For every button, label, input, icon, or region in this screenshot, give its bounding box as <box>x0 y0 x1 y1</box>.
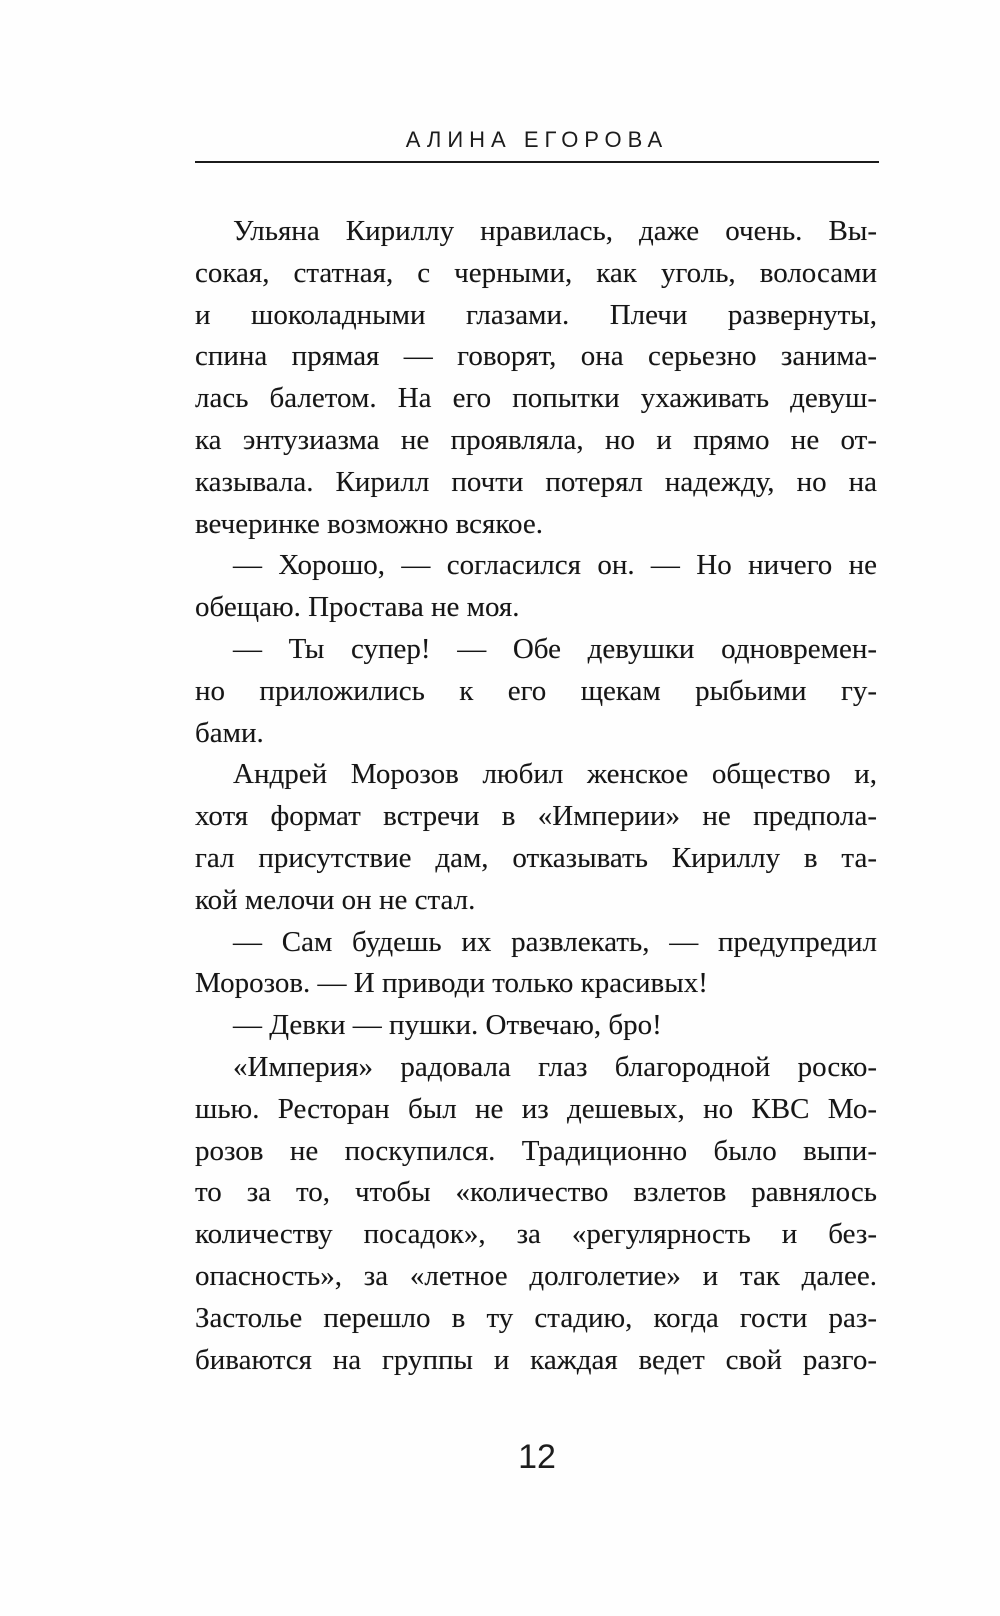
page-number: 12 <box>518 1438 556 1476</box>
text-line: — Хорошо, — согласился он. — Но ничего не <box>233 549 877 582</box>
text-line: и шоколадными глазами. Плечи развернуты, <box>195 298 877 331</box>
header-divider <box>195 161 879 163</box>
text-line: количеству посадок», за «регулярность и без- <box>195 1218 877 1251</box>
text-line: обещаю. Простава не моя. <box>195 591 520 624</box>
text-line: спина прямая — говорят, она серьезно занима- <box>195 340 877 373</box>
running-header-author: АЛИНА ЕГОРОВА <box>405 127 669 152</box>
text-line: опасность», за «летное долголетие» и так далее. <box>195 1259 877 1292</box>
text-line: сокая, статная, с черными, как уголь, волосами <box>195 256 877 289</box>
text-line: хотя формат встречи в «Империи» не предпола- <box>195 800 877 833</box>
paragraph <box>195 545 877 629</box>
text-line: биваются на группы и каждая ведет свой разго- <box>195 1343 877 1376</box>
text-line: «Империя» радовала глаз благородной роско- <box>233 1050 877 1083</box>
paragraph <box>195 1047 877 1381</box>
text-line: Морозов. — И приводи только красивых! <box>195 967 708 1000</box>
paragraph <box>195 629 877 754</box>
page-text <box>195 211 877 1381</box>
paragraph <box>195 754 877 921</box>
text-line: Застолье перешло в ту стадию, когда гости раз- <box>195 1301 877 1334</box>
text-line: то за то, чтобы «количество взлетов равнялось <box>195 1176 877 1209</box>
text-line: гал присутствие дам, отказывать Кириллу в та- <box>195 841 877 874</box>
paragraph <box>195 922 877 1006</box>
text-line: вечеринке возможно всякое. <box>195 507 543 540</box>
text-line: — Сам будешь их развлекать, — предупредил <box>233 925 877 958</box>
text-line: шью. Ресторан был не из дешевых, но КВС Мо- <box>195 1092 877 1125</box>
text-line: казывала. Кирилл почти потерял надежду, но на <box>195 465 877 498</box>
paragraph <box>195 211 877 545</box>
text-line: лась балетом. На его попытки ухаживать девуш- <box>195 382 877 415</box>
text-line: — Девки — пушки. Отвечаю, бро! <box>233 1009 662 1042</box>
text-line: Андрей Морозов любил женское общество и, <box>233 758 877 791</box>
text-line: но приложились к его щекам рыбьими гу- <box>195 674 877 707</box>
text-line: розов не поскупился. Традиционно было выпи- <box>195 1134 877 1167</box>
text-line: бами. <box>195 716 264 749</box>
text-line: ка энтузиазма не проявляла, но и прямо не от- <box>195 423 877 456</box>
paragraph <box>195 1005 877 1047</box>
text-line: Ульяна Кириллу нравилась, даже очень. Вы- <box>233 215 877 247</box>
text-line: — Ты супер! — Обе девушки одновремен- <box>233 632 877 665</box>
text-line: кой мелочи он не стал. <box>195 883 476 916</box>
